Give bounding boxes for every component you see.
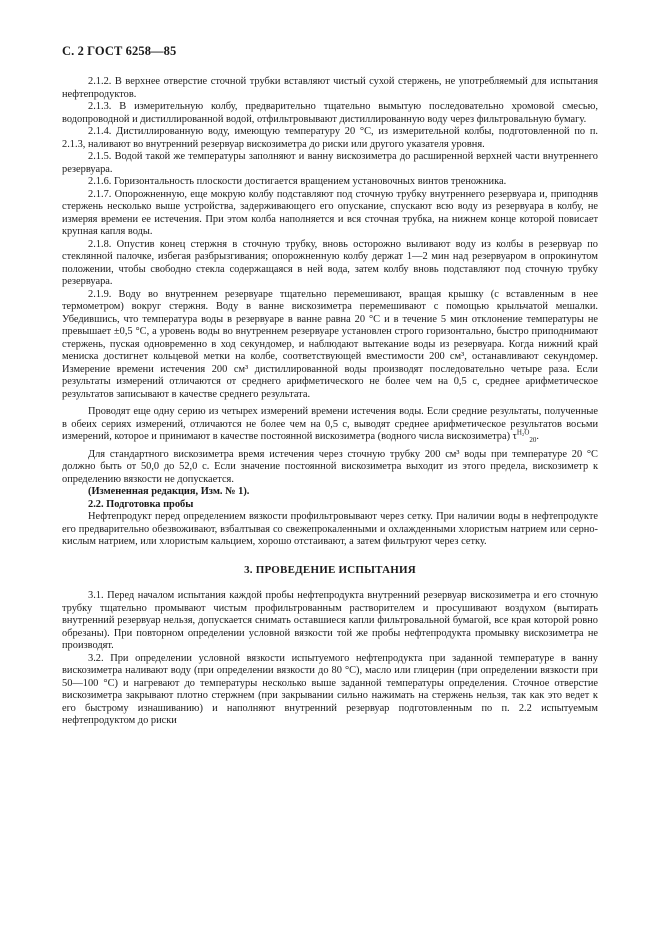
paragraph-standard-viscometer: Для стандартного вискозиметра время истечения через сточную трубку 200 см³ воды при температуре 20 °С должно быть от 50,0 до 52,0 с. Если значение постоянной вискозиметра выходит из этого предела, вискозиметр к определению вязкости не допускается. — [62, 448, 598, 485]
paragraph-2-1-9: 2.1.9. Воду во внутреннем резервуаре тщательно перемешивают, вращая крышку (с вставленным в нее термометром) вокруг стержня. Воду в ванне вискозиметра перемешивают с помощью крыльчатой мешалки. Убедившись, что температура воды в резервуаре в ванне равна 20 °С и в течение 5 мин отклонение температуры не превышает ±0,5 °С, а уровень воды во внутреннем резервуаре установлен строго горизонтально, быстро приподнимают стержень, пуская одновременно в ход секундомер, и наблюдают вытекание воды из резервуара. Когда нижний край мениска достигнет кольцевой метки на колбе, соответствующей вместимости 200 см³, останавливают секундомер. Измерение времени истечения 200 см³ дистиллированной воды производят последовательно четыре раза. Если результаты измерений отличаются от среднего арифметического не более чем на 0,5 с, среднее арифметическое результатов записывают в качестве среднего результата. — [62, 288, 598, 400]
edition-note: (Измененная редакция, Изм. № 1). — [88, 486, 250, 497]
second-series-text: Проводят еще одну серию из четырех измерений времени истечения воды. Если средние результаты, полученные в обеих сериях измерений, отличаются не более чем на 0,5 с, выводят среднее арифметическое результатов восьми измерений, которое и принимают в качестве постоянной вискозиметра (водного числа вискозиметра) τ — [62, 406, 598, 442]
paragraph-2-1-4: 2.1.4. Дистиллированную воду, имеющую температуру 20 °С, из измерительной колбы, подготовленной по п. 2.1.3, наливают во внутренний резервуар вискозиметра до риски или другого указателя уровня. — [62, 126, 598, 150]
subsection-2-2-title: 2.2. Подготовка пробы — [88, 498, 194, 510]
paragraph-2-1-2: 2.1.2. В верхнее отверстие сточной трубки вставляют чистый сухой стержень, не употребляемый для испытания нефтепродуктов. — [62, 76, 598, 100]
paragraph-2-1-8: 2.1.8. Опустив конец стержня в сточную трубку, вновь осторожно выливают воду из колбы в резервуар по стеклянной палочке, избегая разбрызгивания; опорожненную колбу держат 1—2 мин над резервуаром в опрокинутом положении, чтобы свободно стекла содержащаяся в ней вода, затем колбу вновь подставляют под сточную трубку резервуара. — [62, 238, 598, 287]
tau-superscript: H₂O — [516, 428, 530, 437]
paragraph-3-1: 3.1. Перед началом испытания каждой пробы нефтепродукта внутренний резервуар вискозиметра и его сточную трубку тщательно промывают чистым профильтрованным растворителем и просушивают воздухом (вытирать внутренний резервуар нельзя, допускается снимать оставшиеся капли фильтровальной бумагой, все края которой ровно обрезаны). При повторном определении условной вязкости той же пробы нефтепродукта промывку вискозиметра не производят. — [62, 590, 598, 651]
paragraph-2-1-6: 2.1.6. Горизонтальность плоскости достигается вращением установочных винтов треножника. — [88, 176, 507, 187]
paragraph-second-series — [62, 406, 598, 444]
tau-subscript: 20 — [529, 436, 537, 445]
paragraph-2-1-3: 2.1.3. В измерительную колбу, предварительно тщательно вымытую последовательно хромовой смесью, водопроводной и дистиллированной водой, отфильтровывают дистиллированную воду через фильтровальную бумагу. — [62, 101, 598, 125]
document-body — [62, 76, 598, 728]
paragraph-2-1-5: 2.1.5. Водой такой же температуры заполняют и ванну вискозиметра до расширенной верхней части внутреннего резервуара. — [62, 151, 598, 175]
paragraph-2-2: Нефтепродукт перед определением вязкости профильтровывают через сетку. При наличии воды в нефтепродукте его предварительно обезвоживают, взбалтывая со свежепрокаленными и охлажденными хлористым натрием или серно-кислым натрием, или хлористым кальцием, хорошо отстаивают, а затем фильтруют через сетку. — [62, 511, 598, 547]
paragraph-2-1-7: 2.1.7. Опорожненную, еще мокрую колбу подставляют под сточную трубку внутреннего резервуара и, приподняв стержень несколько выше устройства, задерживающего его опускание, спускают всю воду из резервуара в колбу, не измеряя времени ее истечения. При этом колба наполняется и вся сточная трубка, на нижнем конце которой повисает крупная капля воды. — [62, 188, 598, 237]
paragraph-3-2: 3.2. При определении условной вязкости испытуемого нефтепродукта при заданной температуре в ванну вискозиметра наливают воду (при определении вязкости до 80 °С), масло или глицерин (при определении вязкости при 50—100 °С) и нагревают до температуры несколько выше заданной температуры определения. Сточное отверстие вискозиметра закрывают плотно стержнем (при закрывании сильно нажимать на стержень нельзя, так как это ведет к его быстрому изнашиванию) и наполняют внутренний резервуар подготовленным по п. 2.2 испытуемым нефтепродуктом до риски — [62, 652, 598, 726]
running-header: С. 2 ГОСТ 6258—85 — [62, 44, 177, 58]
tau-end: . — [536, 431, 540, 442]
section-3-title: 3. ПРОВЕДЕНИЕ ИСПЫТАНИЯ — [244, 563, 416, 576]
